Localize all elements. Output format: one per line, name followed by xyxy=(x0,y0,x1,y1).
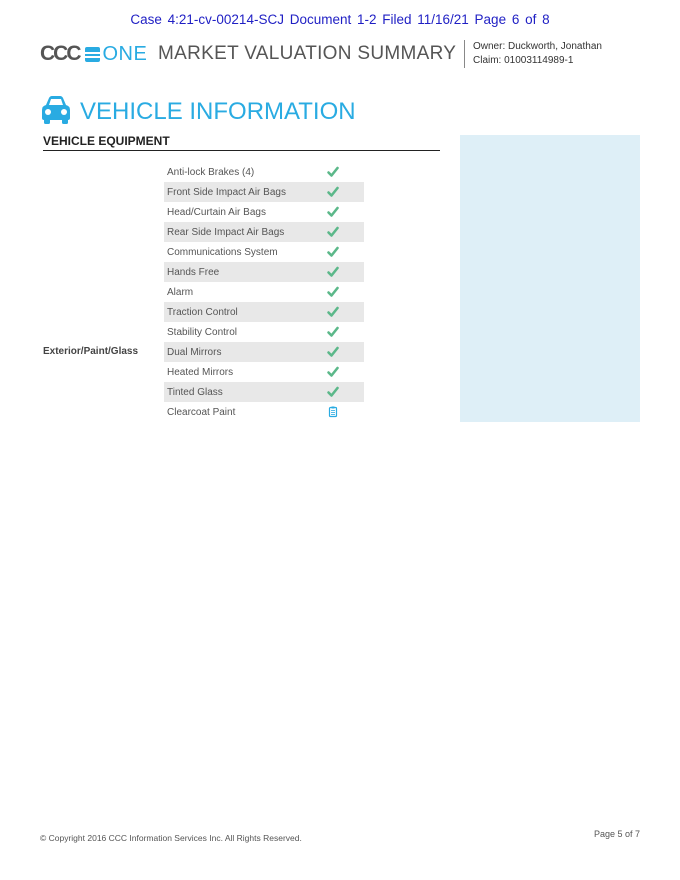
equipment-row xyxy=(164,382,364,402)
claim-line: Claim: 01003114989-1 xyxy=(473,55,574,66)
checkmark-icon xyxy=(326,165,340,179)
ccc-one-logo xyxy=(40,41,147,67)
logo-ccc-text: CCC xyxy=(40,42,80,65)
equipment-row xyxy=(164,302,364,322)
brand-row xyxy=(40,40,640,70)
owner-line: Owner: Duckworth, Jonathan xyxy=(473,41,602,52)
equipment-name: Front Side Impact Air Bags xyxy=(167,186,286,198)
checkmark-icon xyxy=(326,345,340,359)
logo-one-text: ONE xyxy=(102,42,148,65)
owner-info xyxy=(464,40,602,68)
checkmark-icon xyxy=(326,205,340,219)
equipment-name: Head/Curtain Air Bags xyxy=(167,206,266,218)
clipboard-icon xyxy=(326,405,340,419)
equipment-name: Tinted Glass xyxy=(167,386,223,398)
checkmark-icon xyxy=(326,385,340,399)
equipment-name: Stability Control xyxy=(167,326,238,338)
equipment-row xyxy=(164,402,364,422)
equipment-group-label: Exterior/Paint/Glass xyxy=(43,346,139,357)
equipment-row xyxy=(164,202,364,222)
equipment-row xyxy=(164,282,364,302)
equipment-row xyxy=(164,182,364,202)
copyright-notice: © Copyright 2016 CCC Information Services Inc. All Rights Reserved. xyxy=(40,833,302,843)
equipment-row xyxy=(164,362,364,382)
checkmark-icon xyxy=(326,365,340,379)
equipment-name: Dual Mirrors xyxy=(167,346,222,358)
car-icon xyxy=(40,95,72,125)
page-number: Page 5 of 7 xyxy=(593,829,640,839)
equipment-name: Rear Side Impact Air Bags xyxy=(167,226,285,238)
section-header xyxy=(40,94,356,126)
checkmark-icon xyxy=(326,325,340,339)
equipment-name: Clearcoat Paint xyxy=(167,406,236,418)
equipment-row xyxy=(164,262,364,282)
equipment-name: Heated Mirrors xyxy=(167,366,234,378)
equipment-row xyxy=(164,222,364,242)
checkmark-icon xyxy=(326,225,340,239)
page-title: MARKET VALUATION SUMMARY xyxy=(158,43,457,64)
equipment-list xyxy=(164,162,364,422)
equipment-name: Alarm xyxy=(167,286,194,298)
equipment-name: Anti-lock Brakes (4) xyxy=(167,166,255,178)
checkmark-icon xyxy=(326,265,340,279)
equipment-name: Hands Free xyxy=(167,266,220,278)
vehicle-equipment-heading: VEHICLE EQUIPMENT xyxy=(43,134,440,151)
equipment-name: Traction Control xyxy=(167,306,238,318)
equipment-name: Communications System xyxy=(167,246,278,258)
equipment-row xyxy=(164,162,364,182)
equipment-row xyxy=(164,342,364,362)
checkmark-icon xyxy=(326,245,340,259)
case-header: Case 4:21-cv-00214-SCJ Document 1-2 Filed 11/16/21 Page 6 of 8 xyxy=(130,12,550,27)
checkmark-icon xyxy=(326,305,340,319)
equipment-row xyxy=(164,322,364,342)
side-panel xyxy=(460,135,640,422)
section-title: VEHICLE INFORMATION xyxy=(80,98,356,125)
equipment-row xyxy=(164,242,364,262)
logo-wave-icon xyxy=(85,47,100,62)
checkmark-icon xyxy=(326,285,340,299)
checkmark-icon xyxy=(326,185,340,199)
